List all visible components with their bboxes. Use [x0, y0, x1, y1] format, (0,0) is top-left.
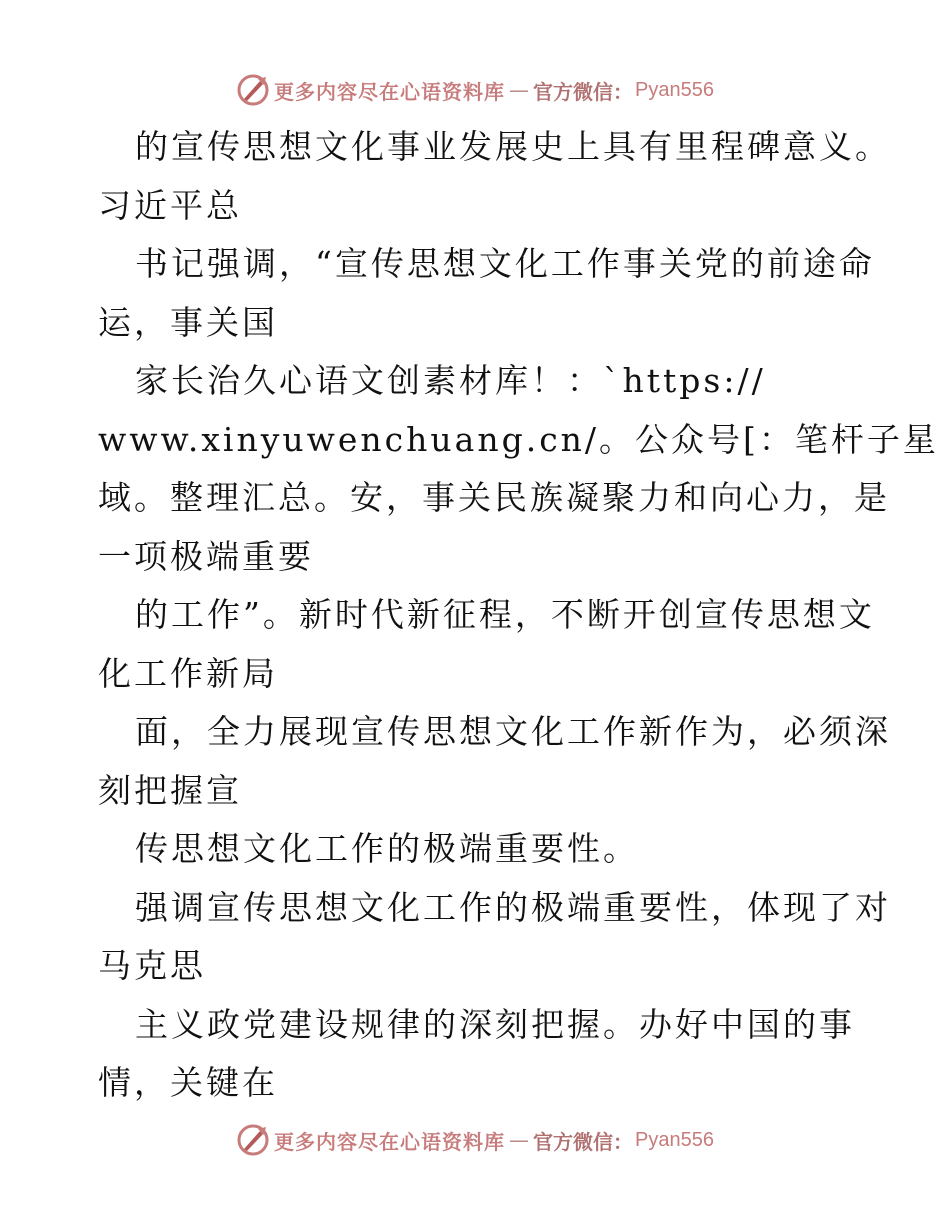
quill-logo-icon: [236, 1123, 270, 1157]
text-line: 的工作”。新时代新征程，不断开创宣传思想文: [135, 595, 875, 634]
text-line: 书记强调，“宣传思想文化工作事关党的前途命: [135, 244, 875, 283]
banner-wechat-label: 官方微信：: [533, 79, 634, 104]
banner-text: 更多内容尽在心语资料库: [274, 1129, 506, 1154]
text-line: 马克思: [98, 946, 206, 985]
banner-wechat-id: Pyan556: [635, 1128, 714, 1151]
text-line: 强调宣传思想文化工作的极端重要性，体现了对: [135, 887, 891, 927]
text-line: 刻把握宣: [98, 770, 242, 810]
banner-wechat-id: Pyan556: [635, 78, 714, 101]
banner-separator: —: [509, 1128, 530, 1152]
banner-separator: —: [509, 78, 530, 102]
text-line: 面，全力展现宣传思想文化工作新作为，必须深: [135, 712, 891, 751]
text-line: www.xinyuwenchuang.cn/。公众号[：笔杆子星: [98, 419, 939, 459]
text-line: 家长治久心语文创素材库！：`https://: [135, 361, 766, 400]
document-body: [98, 118, 939, 1113]
banner-wechat-label: 官方微信：: [533, 1129, 634, 1154]
text-line: 的宣传思想文化事业发展史上具有里程碑意义。: [135, 127, 891, 166]
footer-banner: [0, 1120, 950, 1160]
header-banner: [0, 70, 950, 110]
text-line: 域。整理汇总。安，事关民族凝聚力和向心力，是: [98, 478, 890, 517]
text-line: 主义政党建设规律的深刻把握。办好中国的事: [135, 1004, 855, 1044]
text-line: 传思想文化工作的极端重要性。: [135, 829, 639, 868]
text-line: 习近平总: [98, 185, 242, 225]
text-line: 一项极端重要: [98, 536, 314, 576]
text-line: 运，事关国: [98, 302, 278, 342]
text-line: 情，关键在: [98, 1063, 278, 1102]
text-line: 化工作新局: [98, 653, 278, 693]
banner-text: 更多内容尽在心语资料库: [274, 79, 506, 104]
quill-logo-icon: [236, 73, 270, 107]
